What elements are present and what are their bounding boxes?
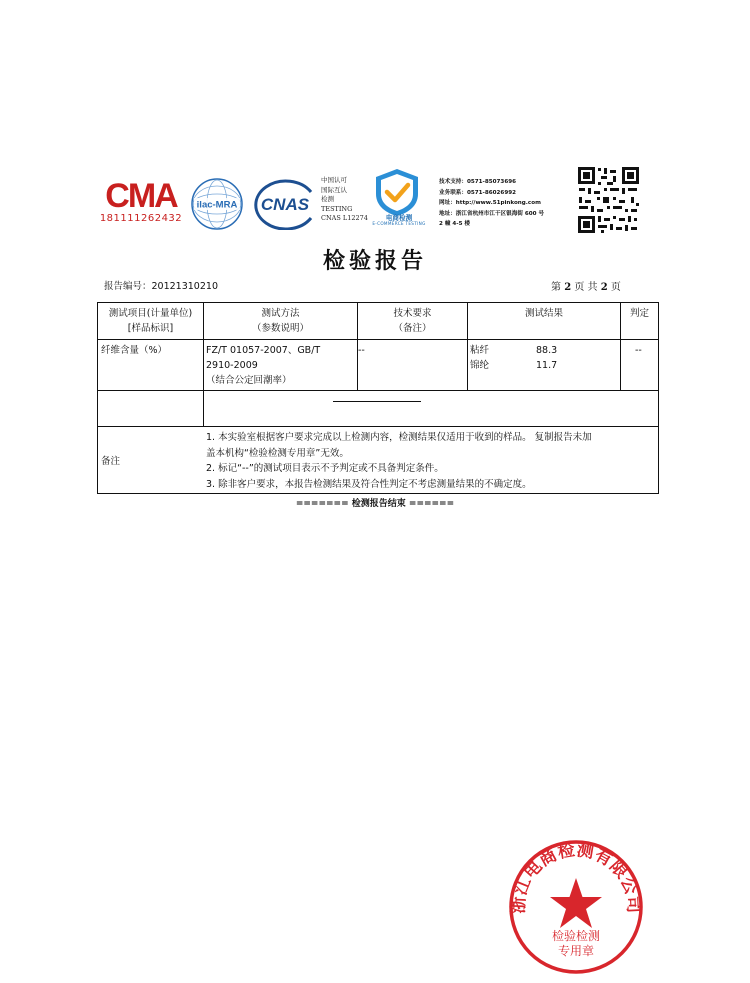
page-suffix: 页 [610, 282, 621, 293]
fiber-name: 粘纤 [470, 345, 490, 356]
page-indicator [551, 278, 621, 293]
seal-ring-text: 浙江电商检测有限公司 [508, 840, 644, 915]
result-line [470, 358, 620, 373]
method-line2: 2910-2009 [206, 360, 258, 371]
header-requirement-line2: （备注） [393, 323, 432, 334]
cnas-logo-icon [249, 178, 317, 230]
cnas-line: TESTING [321, 204, 353, 213]
row-method [206, 343, 356, 388]
cnas-line: 中国认可 [321, 176, 347, 184]
header-requirement-line1: 技术要求 [393, 308, 432, 319]
page-prefix: 第 [551, 282, 561, 293]
svg-text:CMA: CMA [105, 177, 177, 212]
page-mid: 页 共 [574, 282, 598, 293]
header-item-line1: 测试项目(计量单位) [108, 308, 193, 319]
cnas-line: CNAS L12274 [321, 214, 368, 222]
header-item-line2: [样品标识] [127, 323, 174, 334]
report-end-marker: ======= 检测报告结束 ====== [295, 499, 455, 509]
method-line3: （结合公定回潮率） [206, 375, 292, 386]
page-title: 检验报告 [322, 248, 427, 274]
report-number: 报告编号：20121310210 [104, 281, 218, 292]
cma-logo [98, 176, 184, 228]
seal-center-line1: 检验检测 [551, 929, 601, 943]
row-judgement: -- [635, 345, 642, 356]
qr-code-icon [577, 166, 640, 234]
header-method [204, 306, 357, 336]
header-method-line2: （参数说明） [251, 323, 309, 334]
cnas-accreditation-text [321, 176, 368, 224]
empty-row-dash [333, 401, 421, 402]
remarks-text [206, 430, 656, 492]
svg-text:ilac-MRA: ilac-MRA [196, 199, 238, 211]
remark-line: 3. 除非客户要求，本报告检测结果及符合性判定不考虑测量结果的不确定度。 [206, 478, 532, 490]
address-line2: 2 幢 4-5 楼 [439, 221, 471, 227]
method-line1: FZ/T 01057-2007、GB/T [206, 345, 321, 356]
remark-line: 2. 标记“--”的测试项目表示不予判定或不具备判定条件。 [206, 463, 444, 474]
website: 网址：http://www.51pinkong.com [439, 200, 541, 206]
header-item [98, 306, 203, 336]
tech-support: 技术支持：0571-85073696 [439, 179, 516, 185]
svg-text:CNAS: CNAS [260, 195, 310, 214]
cma-logo-icon [98, 176, 184, 212]
cnas-line: 检测 [321, 195, 334, 203]
seal-center-line2: 专用章 [557, 944, 595, 958]
remark-line: 1. 本实验室根据客户要求完成以上检测内容，检测结果仅适用于收到的样品。 复制报告未加 [206, 432, 592, 443]
contact-info [439, 177, 544, 230]
ecommerce-sublabel: E-COMMERCE TESTING [372, 221, 426, 226]
results-table [97, 302, 659, 494]
fiber-name: 锦纶 [470, 360, 490, 371]
table-divider [98, 426, 658, 427]
result-line [470, 343, 620, 358]
header-method-line1: 测试方法 [261, 308, 300, 319]
official-seal-icon [507, 838, 645, 976]
page-total: 2 [600, 282, 608, 293]
row-item: 纤维含量（%） [101, 345, 168, 356]
table-divider [98, 339, 658, 340]
address-line1: 地址：浙江省杭州市江干区银海街 600 号 [439, 210, 545, 217]
ilac-mra-logo-icon [191, 178, 243, 230]
business-contact: 业务联系：0571-86026992 [439, 189, 516, 196]
row-requirement: -- [358, 345, 365, 356]
header-result: 测试结果 [524, 308, 563, 319]
table-divider [98, 390, 658, 391]
cnas-line: 国际互认 [321, 185, 347, 194]
page-current: 2 [564, 282, 572, 293]
cma-number: 181111262432 [99, 213, 183, 224]
remark-line: 盖本机构“检验检测专用章”无效。 [206, 447, 349, 459]
fiber-value: 11.7 [536, 360, 558, 371]
row-results [470, 343, 620, 373]
remarks-label: 备注 [101, 456, 121, 467]
fiber-value: 88.3 [536, 345, 558, 356]
header-requirement [358, 306, 467, 336]
ecommerce-label: 电商检测 [385, 214, 413, 222]
header-judgement: 判定 [629, 308, 649, 319]
